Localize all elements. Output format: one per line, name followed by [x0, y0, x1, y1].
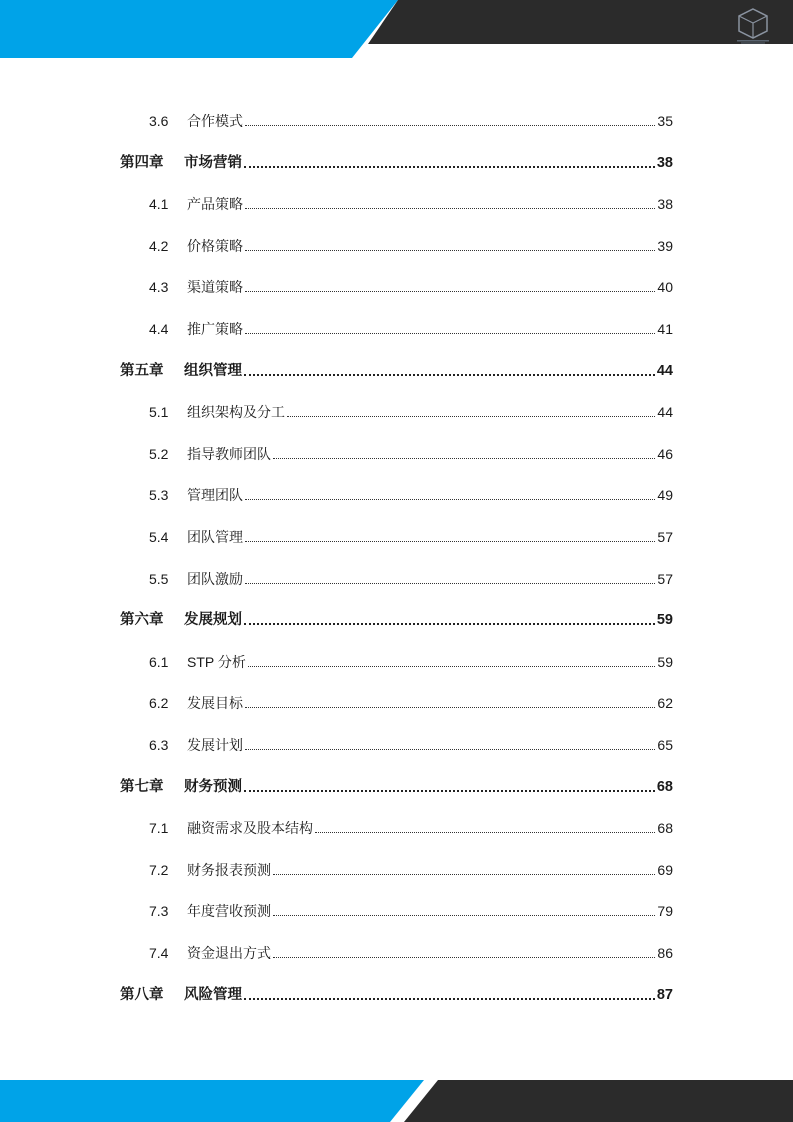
toc-dot-leader — [245, 250, 655, 251]
toc-dot-leader — [273, 874, 655, 875]
toc-title: 资金退出方式 — [187, 945, 271, 961]
toc-section-row[interactable] — [120, 941, 673, 963]
toc-title: 价格策略 — [187, 237, 243, 254]
toc-title: 发展计划 — [187, 737, 243, 753]
toc-title: 产品策略 — [187, 196, 243, 213]
toc-page-number: 86 — [657, 945, 673, 961]
toc-section-row[interactable] — [120, 525, 673, 547]
toc-section-row[interactable] — [120, 442, 673, 464]
toc-section-row[interactable] — [120, 317, 673, 339]
toc-dot-leader — [244, 790, 655, 792]
toc-dot-leader — [245, 541, 655, 542]
toc-number: 4.2 — [149, 237, 169, 254]
toc-section-row[interactable] — [120, 733, 673, 755]
toc-dot-leader — [273, 458, 655, 459]
toc-number: 6.3 — [149, 737, 169, 753]
toc-number: 5.4 — [149, 529, 169, 545]
toc-page-number: 57 — [657, 529, 673, 545]
toc-page-number: 59 — [657, 653, 673, 670]
toc-page-number: 46 — [657, 445, 673, 462]
toc-dot-leader — [245, 125, 655, 126]
toc-number: 第八章 — [120, 986, 164, 1003]
toc-page-number: 79 — [657, 903, 673, 920]
toc-dot-leader — [287, 416, 655, 417]
toc-dot-leader — [245, 749, 655, 750]
cube-logo-icon — [731, 5, 775, 45]
toc-dot-leader — [245, 583, 655, 584]
toc-dot-leader — [244, 374, 655, 376]
toc-title: 组织架构及分工 — [187, 404, 285, 421]
toc-section-row[interactable] — [120, 858, 673, 880]
toc-number: 第六章 — [120, 612, 164, 629]
footer-band — [0, 1080, 793, 1122]
toc-dot-leader — [245, 499, 655, 500]
toc-number: 第七章 — [120, 778, 164, 795]
toc-page-number: 87 — [656, 986, 673, 1003]
toc-title: 团队管理 — [187, 529, 243, 545]
toc-page-number: 41 — [657, 321, 673, 337]
toc-number: 6.2 — [149, 695, 169, 712]
toc-page-number: 44 — [657, 404, 673, 421]
toc-section-row[interactable] — [120, 192, 673, 214]
toc-chapter-row[interactable] — [120, 775, 673, 797]
toc-number: 3.6 — [149, 113, 169, 129]
toc-chapter-row[interactable] — [120, 983, 673, 1005]
footer-dark-shape — [404, 1080, 793, 1122]
toc-chapter-row[interactable] — [120, 359, 673, 381]
toc-section-row[interactable] — [120, 275, 673, 297]
toc-page-number: 69 — [657, 861, 673, 878]
toc-dot-leader — [244, 166, 655, 168]
toc-title: 市场营销 — [184, 154, 242, 171]
toc-title: 渠道策略 — [187, 279, 243, 296]
toc-section-row[interactable] — [120, 567, 673, 589]
toc-dot-leader — [244, 998, 655, 1000]
toc-title: 组织管理 — [184, 362, 242, 379]
toc-number: 4.1 — [149, 196, 169, 213]
header-dark-shape — [368, 0, 793, 44]
toc-number: 7.1 — [149, 820, 169, 837]
toc-section-row[interactable] — [120, 234, 673, 256]
toc-dot-leader — [245, 333, 655, 334]
toc-title: 发展规划 — [184, 612, 242, 629]
footer-blue-shape — [0, 1080, 424, 1122]
toc-number: 7.3 — [149, 903, 169, 920]
toc-title: 融资需求及股本结构 — [187, 820, 313, 837]
toc-page-number: 40 — [657, 279, 673, 296]
header-band — [0, 0, 793, 58]
toc-dot-leader — [273, 957, 655, 958]
toc-number: 6.1 — [149, 653, 169, 670]
header-blue-shape — [0, 0, 398, 58]
toc-title: 财务预测 — [184, 778, 242, 795]
toc-page-number: 68 — [656, 778, 673, 795]
toc-dot-leader — [245, 291, 655, 292]
toc-section-row[interactable] — [120, 899, 673, 921]
toc-section-row[interactable] — [120, 650, 673, 672]
toc-title: 团队激励 — [187, 570, 243, 587]
toc-section-row[interactable] — [120, 109, 673, 131]
toc-chapter-row[interactable] — [120, 151, 673, 173]
toc-title: 发展目标 — [187, 695, 243, 712]
toc-number: 5.5 — [149, 570, 169, 587]
toc-number: 4.4 — [149, 321, 169, 337]
toc-number: 4.3 — [149, 279, 169, 296]
toc-page-number: 38 — [656, 154, 673, 171]
toc-page-number: 49 — [657, 487, 673, 504]
toc-page-number: 65 — [657, 737, 673, 753]
toc-title: 管理团队 — [187, 487, 243, 504]
toc-section-row[interactable] — [120, 483, 673, 505]
toc-title: 推广策略 — [187, 321, 243, 337]
toc-page-number: 68 — [657, 820, 673, 837]
toc-number: 5.1 — [149, 404, 169, 421]
toc-chapter-row[interactable] — [120, 608, 673, 630]
toc-number: 7.4 — [149, 945, 169, 961]
toc-title: 合作模式 — [187, 113, 243, 129]
toc-dot-leader — [245, 208, 655, 209]
toc-number: 第五章 — [120, 362, 164, 379]
toc-page-number: 44 — [656, 362, 673, 379]
toc-section-row[interactable] — [120, 816, 673, 838]
toc-dot-leader — [315, 832, 655, 833]
toc-title: 风险管理 — [184, 986, 242, 1003]
toc-page-number: 35 — [657, 113, 673, 129]
toc-title: 指导教师团队 — [187, 445, 271, 462]
toc-page-number: 59 — [656, 612, 673, 629]
toc-title: 年度营收预测 — [187, 903, 271, 920]
footer-band-graphic — [0, 1080, 793, 1122]
toc-number: 7.2 — [149, 861, 169, 878]
toc-page-number: 38 — [657, 196, 673, 213]
toc-number: 5.3 — [149, 487, 169, 504]
toc-title: 财务报表预测 — [187, 861, 271, 878]
toc-page-number: 62 — [657, 695, 673, 712]
toc-dot-leader — [273, 915, 655, 916]
toc-dot-leader — [245, 707, 655, 708]
toc-number: 第四章 — [120, 154, 164, 171]
toc-page-number: 57 — [657, 570, 673, 587]
toc-number: 5.2 — [149, 445, 169, 462]
header-band-graphic — [0, 0, 793, 58]
toc-page-number: 39 — [657, 237, 673, 254]
toc-title: STP 分析 — [187, 653, 246, 670]
toc-dot-leader — [244, 623, 655, 625]
toc-dot-leader — [248, 666, 656, 667]
toc-section-row[interactable] — [120, 691, 673, 713]
toc-section-row[interactable] — [120, 400, 673, 422]
